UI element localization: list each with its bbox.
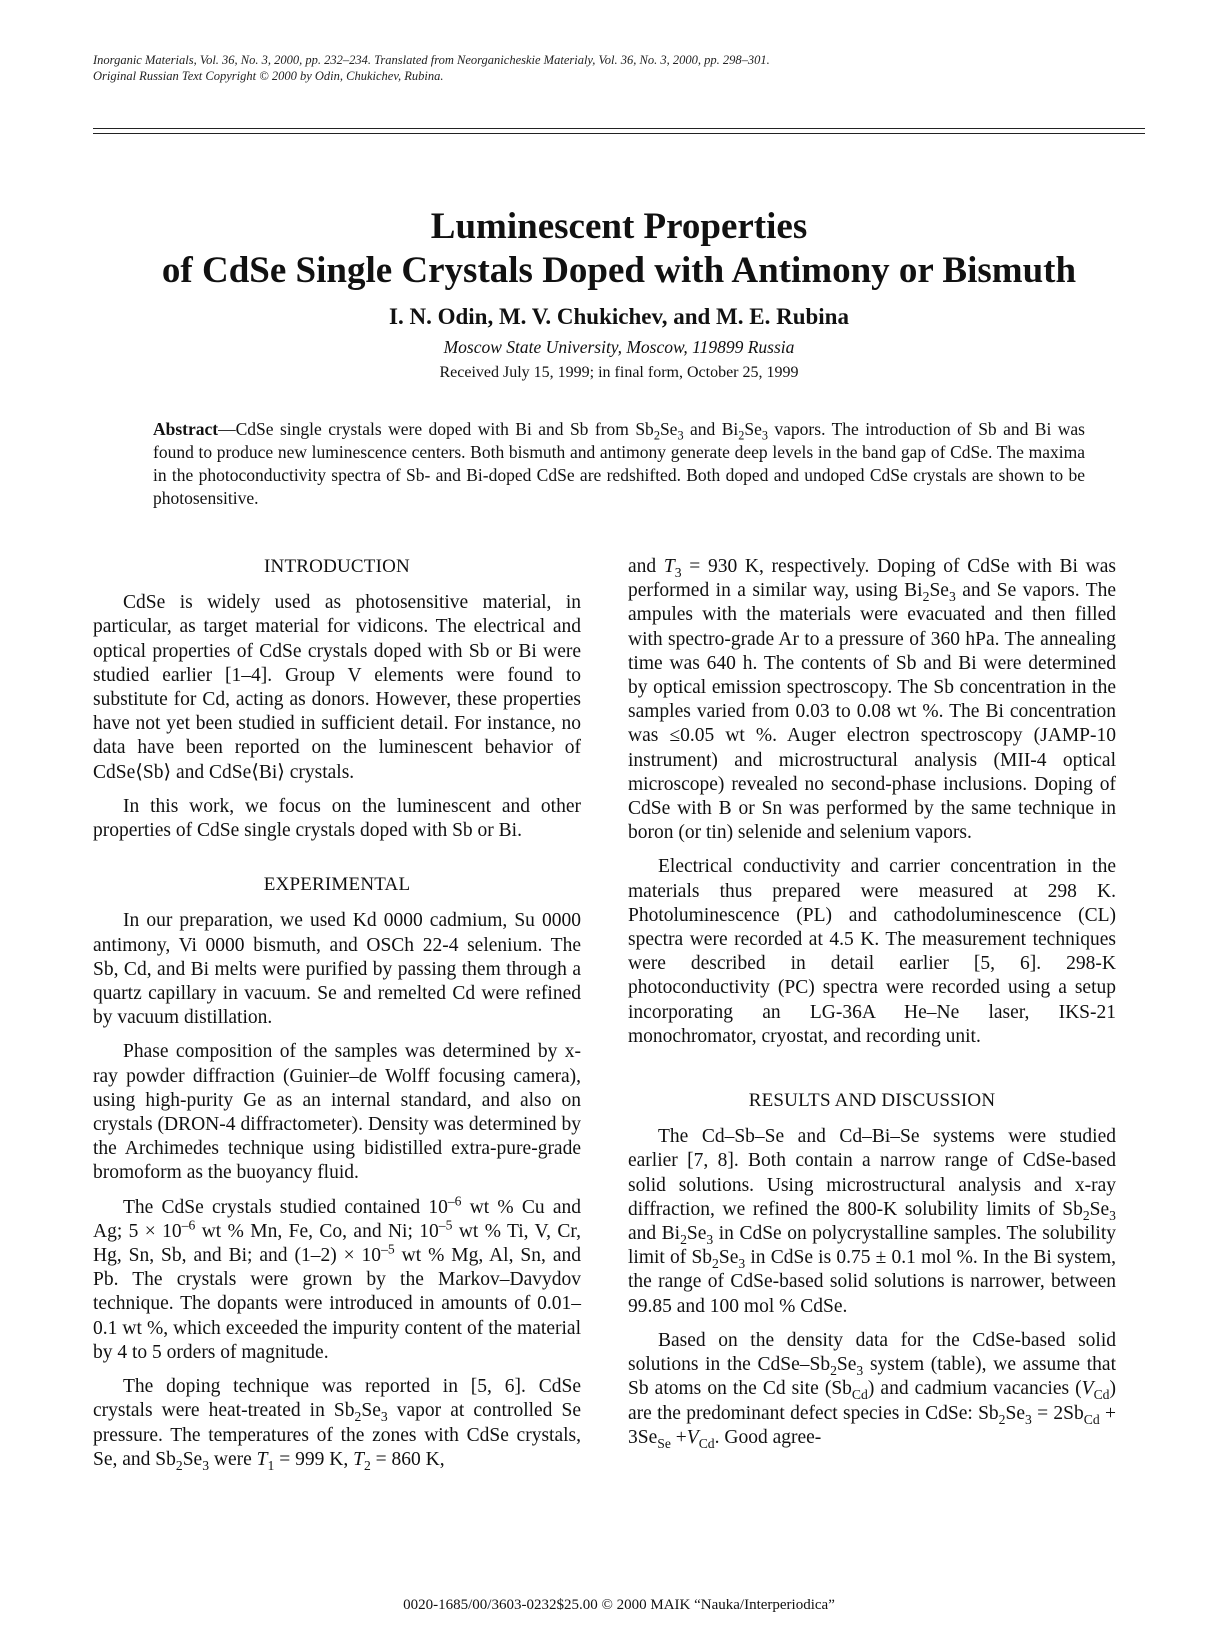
subscript: 3 <box>202 1457 210 1473</box>
author-list: I. N. Odin, M. V. Chukichev, and M. E. Rubina <box>389 304 849 329</box>
superscript: –6 <box>447 1193 462 1209</box>
subscript: 2 <box>998 1411 1006 1427</box>
text-run: Se <box>718 1247 739 1269</box>
paragraph: Electrical conductivity and carrier concentration in the materials thus prepared were measured at 298 K. Photoluminescence (PL) and cathodoluminescence (CL) spectra were recorded at 4.5 K. The measurement techniques were described in detail earlier [5, 6]. 298-K photoconductivity (PC) spectra were recorded using a setup incorporating an LG-36A He–Ne laser, IKS-21 monochromator, cryostat, and recording unit. <box>628 856 1116 1047</box>
text-run: The CdSe crystals studied contained 10 <box>123 1196 448 1218</box>
text-run: Se <box>1005 1402 1025 1424</box>
journal-citation <box>93 52 1143 84</box>
subscript: 2 <box>680 1231 687 1247</box>
subscript: 2 <box>712 1256 719 1272</box>
subscript: 3 <box>677 428 684 443</box>
subscript: 3 <box>1025 1411 1032 1427</box>
abstract-text: Se <box>744 419 762 439</box>
abstract-label: Abstract <box>153 419 219 439</box>
text-run: = 860 K, <box>370 1448 445 1470</box>
section-heading-introduction: INTRODUCTION <box>264 556 410 577</box>
subscript: 2 <box>830 1362 837 1378</box>
text-run: Se <box>929 580 949 602</box>
subscript: Cd <box>851 1387 868 1403</box>
section-heading-results: RESULTS AND DISCUSSION <box>748 1090 996 1112</box>
copyright-footer: 0020-1685/00/3603-0232$25.00 © 2000 MAIK “Nauka/Interperiodica” <box>403 1597 835 1613</box>
abstract <box>153 418 1085 510</box>
subscript: 3 <box>738 1256 746 1272</box>
subscript: 2 <box>653 428 660 443</box>
text-run: wt % Mg, Al, Sn, and Pb. The crystals were grown by the Markov–Davydov technique. The dopants were introduced in amounts of 0.01–0.1 wt %, which exceeded the impurity content of the material by 4 to 5 orders of magnitude. <box>93 1245 581 1363</box>
left-column <box>93 555 581 1482</box>
paragraph <box>93 1193 581 1365</box>
subscript: 3 <box>761 428 768 443</box>
subscript: 3 <box>380 1409 388 1425</box>
subscript: 2 <box>1082 1207 1090 1223</box>
paragraph <box>628 555 1116 845</box>
received-dates: Received July 15, 1999; in final form, October 25, 1999 <box>439 364 799 381</box>
text-run: wt % Cu and Ag; 5 × 10 <box>93 1196 581 1242</box>
text-run: Se <box>686 1223 707 1245</box>
superscript: –6 <box>181 1217 196 1233</box>
text-run: were <box>209 1448 257 1470</box>
text-run: Se <box>361 1400 381 1422</box>
text-run: Se <box>1089 1198 1110 1220</box>
subscript: Cd <box>698 1435 715 1451</box>
subscript: 2 <box>738 428 745 443</box>
text-run: = 999 K, <box>274 1448 354 1470</box>
subscript: 3 <box>674 564 682 580</box>
header-rule-bottom <box>93 133 1145 134</box>
paragraph: In this work, we focus on the luminescent and other properties of CdSe single crystals doped with Sb or Bi. <box>93 795 581 842</box>
text-run: The Cd–Sb–Se and Cd–Bi–Se systems were studied earlier [7, 8]. Both contain a narrow range of CdSe-based solid solutions. Using microstructural analysis and x-ray diffraction, we refined the 800-K solubility limits of Sb <box>628 1126 1116 1220</box>
text-run: wt % Ti, V, Cr, Hg, Sn, Sb, and Bi; and (1–2) × 10 <box>93 1220 581 1267</box>
right-column <box>628 555 1116 1460</box>
subscript: Se <box>657 1435 671 1451</box>
subscript: Cd <box>1093 1387 1110 1403</box>
text-run: Se <box>836 1354 857 1376</box>
text-run: and Se vapors. The ampules with the materials were evacuated and then filled with spectro-grade Ar to a pressure of 360 hPa. The annealing time was 640 h. The contents of Sb and Bi were determined by optical emission spectroscopy. The Sb concentration in the samples varied from 0.03 to 0.08 wt %. The Bi concentration was ≤0.05 wt %. Auger electron spectroscopy (JAMP-10 instrument) and microstructural analysis (MII-4 optical microscope) revealed no second-phase inclusions. Doping of CdSe with B or Sn was performed by the same technique in boron (or tin) selenide and selenium vapors. <box>628 580 1117 844</box>
title-line-1: Luminescent Properties <box>430 206 808 247</box>
text-run: The doping technique was reported in [5, 6]. CdSe crystals were heat-treated in Sb <box>93 1376 581 1422</box>
subscript: 3 <box>856 1362 864 1378</box>
subscript: 2 <box>363 1457 371 1473</box>
paragraph <box>93 1375 581 1472</box>
subscript: 1 <box>267 1457 275 1473</box>
text-run: in CdSe is 0.75 ± 0.1 mol %. In the Bi system, the range of CdSe-based solid solutions is narrower, between 99.85 and 100 mol % CdSe. <box>628 1247 1116 1317</box>
text-run: wt % Mn, Fe, Co, and Ni; 10 <box>195 1220 439 1242</box>
superscript: –5 <box>381 1241 395 1257</box>
text-run: + <box>670 1426 687 1448</box>
subscript: Cd <box>1083 1411 1100 1427</box>
citation-line-1: Inorganic Materials, Vol. 36, No. 3, 2000, pp. 232–234. Translated from Neorganicheskie Materialy, Vol. 36, No. 3, 2000, pp. 298–301. <box>93 53 770 67</box>
subscript: 2 <box>354 1409 362 1425</box>
subscript: 3 <box>706 1231 714 1247</box>
text-run: system (table), we assume that Sb atoms on the Cd site (Sb <box>628 1354 1116 1400</box>
text-run: . Good agree- <box>714 1426 822 1448</box>
abstract-text: Se <box>659 419 678 439</box>
title-line-2: of CdSe Single Crystals Doped with Antimony or Bismuth <box>161 250 1077 291</box>
italic-symbol: V <box>686 1426 699 1448</box>
italic-symbol: T <box>663 556 675 577</box>
superscript: –5 <box>438 1217 453 1233</box>
citation-line-2: Original Russian Text Copyright © 2000 by Odin, Chukichev, Rubina. <box>93 69 444 83</box>
text-run: + 3Se <box>628 1402 1117 1448</box>
paragraph: Phase composition of the samples was determined by x-ray powder diffraction (Guinier–de Wolff focusing camera), using high-purity Ge as an internal standard, and also on crystals (DRON-4 diffractometer). Density was determined by the Archimedes technique using bidistilled extra-pure-grade bromoform as the buoyancy fluid. <box>93 1041 581 1184</box>
subscript: 2 <box>922 589 930 605</box>
text-run: ) and cadmium vacancies ( <box>867 1378 1082 1400</box>
text-run: and Bi <box>628 1223 681 1245</box>
italic-symbol: V <box>1081 1378 1094 1400</box>
text-run: and <box>628 556 664 577</box>
italic-symbol: T <box>256 1448 268 1470</box>
paper-title <box>93 205 1145 293</box>
paragraph <box>628 1125 1116 1319</box>
paragraph: CdSe is widely used as photosensitive material, in particular, as target material for vidicons. The electrical and optical properties of CdSe crystals doped with Sb or Bi were studied earlier [1–4]. Group V elements were found to substitute for Cd, acting as donors. However, these properties have not yet been studied in sufficient detail. For instance, no data have been reported on the luminescent behavior of CdSe⟨Sb⟩ and CdSe⟨Bi⟩ crystals. <box>93 592 581 783</box>
abstract-text: vapors. The introduction of Sb and Bi was found to produce new luminescence centers. Both bismuth and antimony generate deep levels in the band gap of CdSe. The maxima in the photoconductivity spectra of Sb- and Bi-doped CdSe are redshifted. Both doped and undoped CdSe crystals are shown to be photosensitive. <box>153 419 1085 508</box>
text-run: Based on the density data for the CdSe-based solid solutions in the CdSe–Sb <box>628 1329 1116 1376</box>
abstract-text: —CdSe single crystals were doped with Bi and Sb from Sb <box>218 419 654 439</box>
subscript: 3 <box>1109 1207 1116 1223</box>
abstract-text: and Bi <box>683 419 739 439</box>
section-heading-experimental: EXPERIMENTAL <box>263 874 411 896</box>
italic-symbol: T <box>353 1448 364 1470</box>
text-run: vapor at controlled Se pressure. The temperatures of the zones with CdSe crystals, Se, and Sb <box>93 1400 582 1470</box>
paragraph: In our preparation, we used Kd 0000 cadmium, Su 0000 antimony, Vi 0000 bismuth, and OSCh 22-4 selenium. The Sb, Cd, and Bi melts were purified by passing them through a quartz capillary in vacuum. Se and remelted Cd were refined by vacuum distillation. <box>93 910 581 1029</box>
subscript: 2 <box>175 1457 183 1473</box>
text-run: in CdSe on polycrystalline samples. The solubility limit of Sb <box>628 1223 1116 1269</box>
text-run: Se <box>182 1448 203 1470</box>
subscript: 3 <box>948 589 956 605</box>
affiliation: Moscow State University, Moscow, 119899 Russia <box>443 337 795 357</box>
text-run: = 2Sb <box>1031 1402 1084 1424</box>
header-rule-top <box>93 128 1145 129</box>
text-run: ) are the predominant defect species in CdSe: Sb <box>628 1378 1116 1424</box>
paragraph <box>628 1329 1116 1450</box>
text-run: = 930 K, respectively. Doping of CdSe with Bi was performed in a similar way, using Bi <box>628 556 1117 602</box>
